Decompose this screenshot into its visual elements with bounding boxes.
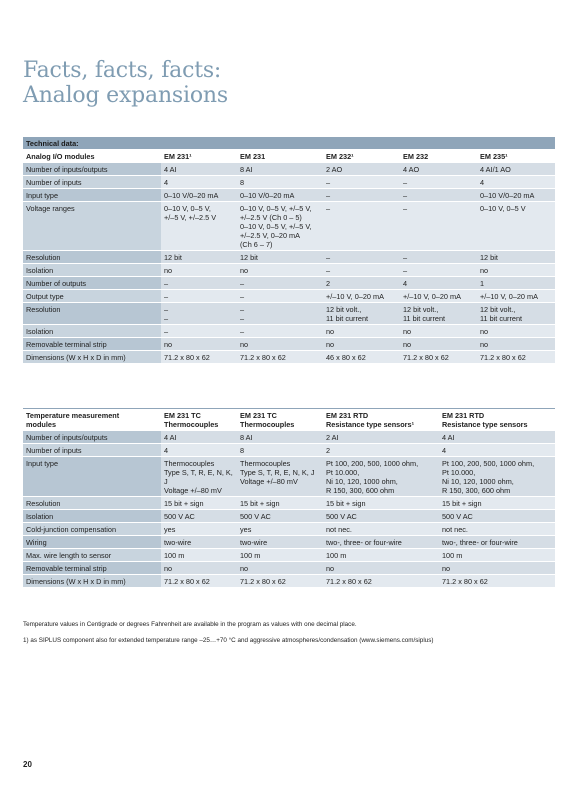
table-cell: 4 AI bbox=[161, 163, 237, 176]
column-header: Temperature measurement modules bbox=[23, 409, 161, 431]
table-row bbox=[23, 431, 555, 444]
table-cell: – bbox=[400, 202, 477, 251]
analog-io-table bbox=[23, 137, 555, 364]
table-cell: no bbox=[237, 338, 323, 351]
row-label: Output type bbox=[23, 290, 161, 303]
row-label: Dimensions (W x H x D in mm) bbox=[23, 575, 161, 588]
table-row bbox=[23, 536, 555, 549]
column-header: EM 232 bbox=[400, 150, 477, 163]
table-cell: 500 V AC bbox=[323, 510, 439, 523]
table-cell: 500 V AC bbox=[237, 510, 323, 523]
column-header: EM 232¹ bbox=[323, 150, 400, 163]
table-row bbox=[23, 290, 555, 303]
table-row bbox=[23, 277, 555, 290]
table-header-row bbox=[23, 409, 555, 431]
table-cell: – bbox=[237, 290, 323, 303]
footnote-temperature-values: Temperature values in Centigrade or degrees Fahrenheit are available in the program as values with one decimal place. bbox=[23, 621, 357, 628]
table-cell: yes bbox=[161, 523, 237, 536]
row-label: Voltage ranges bbox=[23, 202, 161, 251]
table-cell: 100 m bbox=[161, 549, 237, 562]
table-cell: no bbox=[161, 562, 237, 575]
table-cell: 2 AI bbox=[323, 431, 439, 444]
row-label: Isolation bbox=[23, 325, 161, 338]
table-cell: 12 bit volt., 11 bit current bbox=[477, 303, 555, 325]
column-header: EM 231 RTD Resistance type sensors¹ bbox=[323, 409, 439, 431]
table-cell: – bbox=[400, 189, 477, 202]
temperature-module-table bbox=[23, 408, 555, 588]
page-title bbox=[23, 58, 228, 108]
table-cell: no bbox=[439, 562, 555, 575]
table-cell: no bbox=[323, 562, 439, 575]
table-cell: – bbox=[237, 325, 323, 338]
table-cell: – bbox=[323, 176, 400, 189]
table-row bbox=[23, 189, 555, 202]
table-row bbox=[23, 251, 555, 264]
table-cell: 71.2 x 80 x 62 bbox=[161, 575, 237, 588]
table-header-row bbox=[23, 150, 555, 163]
table-cell: 12 bit bbox=[161, 251, 237, 264]
table-cell: no bbox=[477, 338, 555, 351]
table-row bbox=[23, 457, 555, 497]
table-cell: 0–10 V, 0–5 V, +/–5 V, +/–2.5 V (Ch 0 – 5) 0–10 V, 0–5 V, +/–5 V, +/–2.5 V, 0–20 mA (Ch 6 – 7) bbox=[237, 202, 323, 251]
row-label: Resolution bbox=[23, 303, 161, 325]
table-cell: 15 bit + sign bbox=[237, 497, 323, 510]
table-row bbox=[23, 562, 555, 575]
table-cell: – bbox=[237, 277, 323, 290]
row-label: Number of inputs/outputs bbox=[23, 163, 161, 176]
table-cell: – bbox=[400, 264, 477, 277]
table-cell: – bbox=[323, 189, 400, 202]
table-cell: 71.2 x 80 x 62 bbox=[323, 575, 439, 588]
column-header: EM 231 RTD Resistance type sensors bbox=[439, 409, 555, 431]
table-cell: – bbox=[323, 251, 400, 264]
table-cell: 2 bbox=[323, 277, 400, 290]
table-cell: not nec. bbox=[323, 523, 439, 536]
table-row bbox=[23, 497, 555, 510]
row-label: Number of inputs/outputs bbox=[23, 431, 161, 444]
table-cell: 4 bbox=[439, 444, 555, 457]
row-label: Removable terminal strip bbox=[23, 562, 161, 575]
table-row bbox=[23, 176, 555, 189]
row-label: Cold-junction compensation bbox=[23, 523, 161, 536]
table-row bbox=[23, 575, 555, 588]
table-cell: 15 bit + sign bbox=[323, 497, 439, 510]
table-cell: 4 bbox=[400, 277, 477, 290]
table-cell: 8 bbox=[237, 176, 323, 189]
table-cell: 0–10 V, 0–5 V bbox=[477, 202, 555, 251]
row-label: Resolution bbox=[23, 251, 161, 264]
table-cell: 0–10 V/0–20 mA bbox=[161, 189, 237, 202]
row-label: Resolution bbox=[23, 497, 161, 510]
table-cell: two-wire bbox=[161, 536, 237, 549]
table-cell: Thermocouples Type S, T, R, E, N, K, J Voltage +/–80 mV bbox=[237, 457, 323, 497]
table-cell: no bbox=[323, 338, 400, 351]
row-label: Isolation bbox=[23, 264, 161, 277]
row-label: Number of inputs bbox=[23, 176, 161, 189]
table-cell: not nec. bbox=[439, 523, 555, 536]
column-header: EM 231 TC Thermocouples bbox=[237, 409, 323, 431]
table-cell: +/–10 V, 0–20 mA bbox=[477, 290, 555, 303]
table-cell: – – bbox=[161, 303, 237, 325]
table-row bbox=[23, 444, 555, 457]
table-cell: 4 AI/1 AO bbox=[477, 163, 555, 176]
page-title-line-2: Analog expansions bbox=[23, 83, 228, 108]
table-cell: 1 bbox=[477, 277, 555, 290]
table-cell: 4 AI bbox=[161, 431, 237, 444]
table-cell: 100 m bbox=[439, 549, 555, 562]
table-cell: 46 x 80 x 62 bbox=[323, 351, 400, 364]
table-cell: – bbox=[323, 202, 400, 251]
table-cell: – – bbox=[237, 303, 323, 325]
table-cell: Thermocouples Type S, T, R, E, N, K, J Voltage +/–80 mV bbox=[161, 457, 237, 497]
table-cell: – bbox=[161, 277, 237, 290]
page-number: 20 bbox=[23, 760, 32, 769]
table-cell: no bbox=[477, 264, 555, 277]
column-header: EM 231 bbox=[237, 150, 323, 163]
table-row bbox=[23, 523, 555, 536]
row-label: Number of outputs bbox=[23, 277, 161, 290]
column-header: Analog I/O modules bbox=[23, 150, 161, 163]
table-row bbox=[23, 264, 555, 277]
row-label: Number of inputs bbox=[23, 444, 161, 457]
table-cell: Pt 100, 200, 500, 1000 ohm, Pt 10.000, Ni 10, 120, 1000 ohm, R 150, 300, 600 ohm bbox=[323, 457, 439, 497]
table-row bbox=[23, 163, 555, 176]
footnotes bbox=[23, 620, 563, 652]
table-cell: +/–10 V, 0–20 mA bbox=[323, 290, 400, 303]
technical-data-label: Technical data: bbox=[23, 137, 555, 150]
table-cell: 71.2 x 80 x 62 bbox=[477, 351, 555, 364]
column-header: EM 235¹ bbox=[477, 150, 555, 163]
table-cell: two-wire bbox=[237, 536, 323, 549]
table-cell: 15 bit + sign bbox=[161, 497, 237, 510]
row-label: Isolation bbox=[23, 510, 161, 523]
table-cell: 0–10 V, 0–5 V, +/–5 V, +/–2.5 V bbox=[161, 202, 237, 251]
table-cell: two-, three- or four-wire bbox=[323, 536, 439, 549]
table-cell: – bbox=[161, 325, 237, 338]
table-cell: 71.2 x 80 x 62 bbox=[439, 575, 555, 588]
table-cell: 2 bbox=[323, 444, 439, 457]
table-cell: 71.2 x 80 x 62 bbox=[161, 351, 237, 364]
table-cell: Pt 100, 200, 500, 1000 ohm, Pt 10.000, Ni 10, 120, 1000 ohm, R 150, 300, 600 ohm bbox=[439, 457, 555, 497]
table-cell: 0–10 V/0–20 mA bbox=[477, 189, 555, 202]
table-cell: 4 bbox=[161, 444, 237, 457]
table-cell: 4 AI bbox=[439, 431, 555, 444]
table-cell: 500 V AC bbox=[439, 510, 555, 523]
row-label: Max. wire length to sensor bbox=[23, 549, 161, 562]
table-cell: – bbox=[400, 251, 477, 264]
row-label: Dimensions (W x H x D in mm) bbox=[23, 351, 161, 364]
table-row bbox=[23, 549, 555, 562]
table-cell: no bbox=[323, 325, 400, 338]
table-cell: no bbox=[400, 338, 477, 351]
table-cell: 4 bbox=[477, 176, 555, 189]
table-cell: 71.2 x 80 x 62 bbox=[237, 351, 323, 364]
table-cell: no bbox=[161, 264, 237, 277]
table-cell: 100 m bbox=[237, 549, 323, 562]
row-label: Input type bbox=[23, 189, 161, 202]
table-row bbox=[23, 303, 555, 325]
table-cell: 71.2 x 80 x 62 bbox=[237, 575, 323, 588]
table-cell: 71.2 x 80 x 62 bbox=[400, 351, 477, 364]
table-cell: 15 bit + sign bbox=[439, 497, 555, 510]
column-header: EM 231¹ bbox=[161, 150, 237, 163]
table-cell: no bbox=[400, 325, 477, 338]
table-cell: 2 AO bbox=[323, 163, 400, 176]
table-cell: – bbox=[400, 176, 477, 189]
table-cell: 12 bit bbox=[477, 251, 555, 264]
table-cell: two-, three- or four-wire bbox=[439, 536, 555, 549]
table-cell: 12 bit bbox=[237, 251, 323, 264]
row-label: Input type bbox=[23, 457, 161, 497]
column-header: EM 231 TC Thermocouples bbox=[161, 409, 237, 431]
table-cell: 12 bit volt., 11 bit current bbox=[323, 303, 400, 325]
table-cell: no bbox=[237, 264, 323, 277]
row-label: Removable terminal strip bbox=[23, 338, 161, 351]
row-label: Wiring bbox=[23, 536, 161, 549]
table-cell: 12 bit volt., 11 bit current bbox=[400, 303, 477, 325]
table-cell: 100 m bbox=[323, 549, 439, 562]
table-cell: 4 AO bbox=[400, 163, 477, 176]
table-cell: – bbox=[161, 290, 237, 303]
table-cell: 0–10 V/0–20 mA bbox=[237, 189, 323, 202]
table-cell: 8 bbox=[237, 444, 323, 457]
footnote-siplus: 1) as SIPLUS component also for extended temperature range –25…+70 °C and aggressive atmospheres/condensation (www.siemens.com/siplus) bbox=[23, 637, 434, 644]
table-row bbox=[23, 338, 555, 351]
table-cell: no bbox=[237, 562, 323, 575]
table-row bbox=[23, 202, 555, 251]
table-row bbox=[23, 325, 555, 338]
table-cell: no bbox=[477, 325, 555, 338]
table-cell: 8 AI bbox=[237, 431, 323, 444]
table-row bbox=[23, 351, 555, 364]
table-cell: 500 V AC bbox=[161, 510, 237, 523]
table-row bbox=[23, 510, 555, 523]
table-cell: +/–10 V, 0–20 mA bbox=[400, 290, 477, 303]
table-cell: 4 bbox=[161, 176, 237, 189]
technical-data-header-row bbox=[23, 137, 555, 150]
table-cell: yes bbox=[237, 523, 323, 536]
page-title-line-1: Facts, facts, facts: bbox=[23, 58, 222, 83]
table-cell: – bbox=[323, 264, 400, 277]
table-cell: no bbox=[161, 338, 237, 351]
table-cell: 8 AI bbox=[237, 163, 323, 176]
